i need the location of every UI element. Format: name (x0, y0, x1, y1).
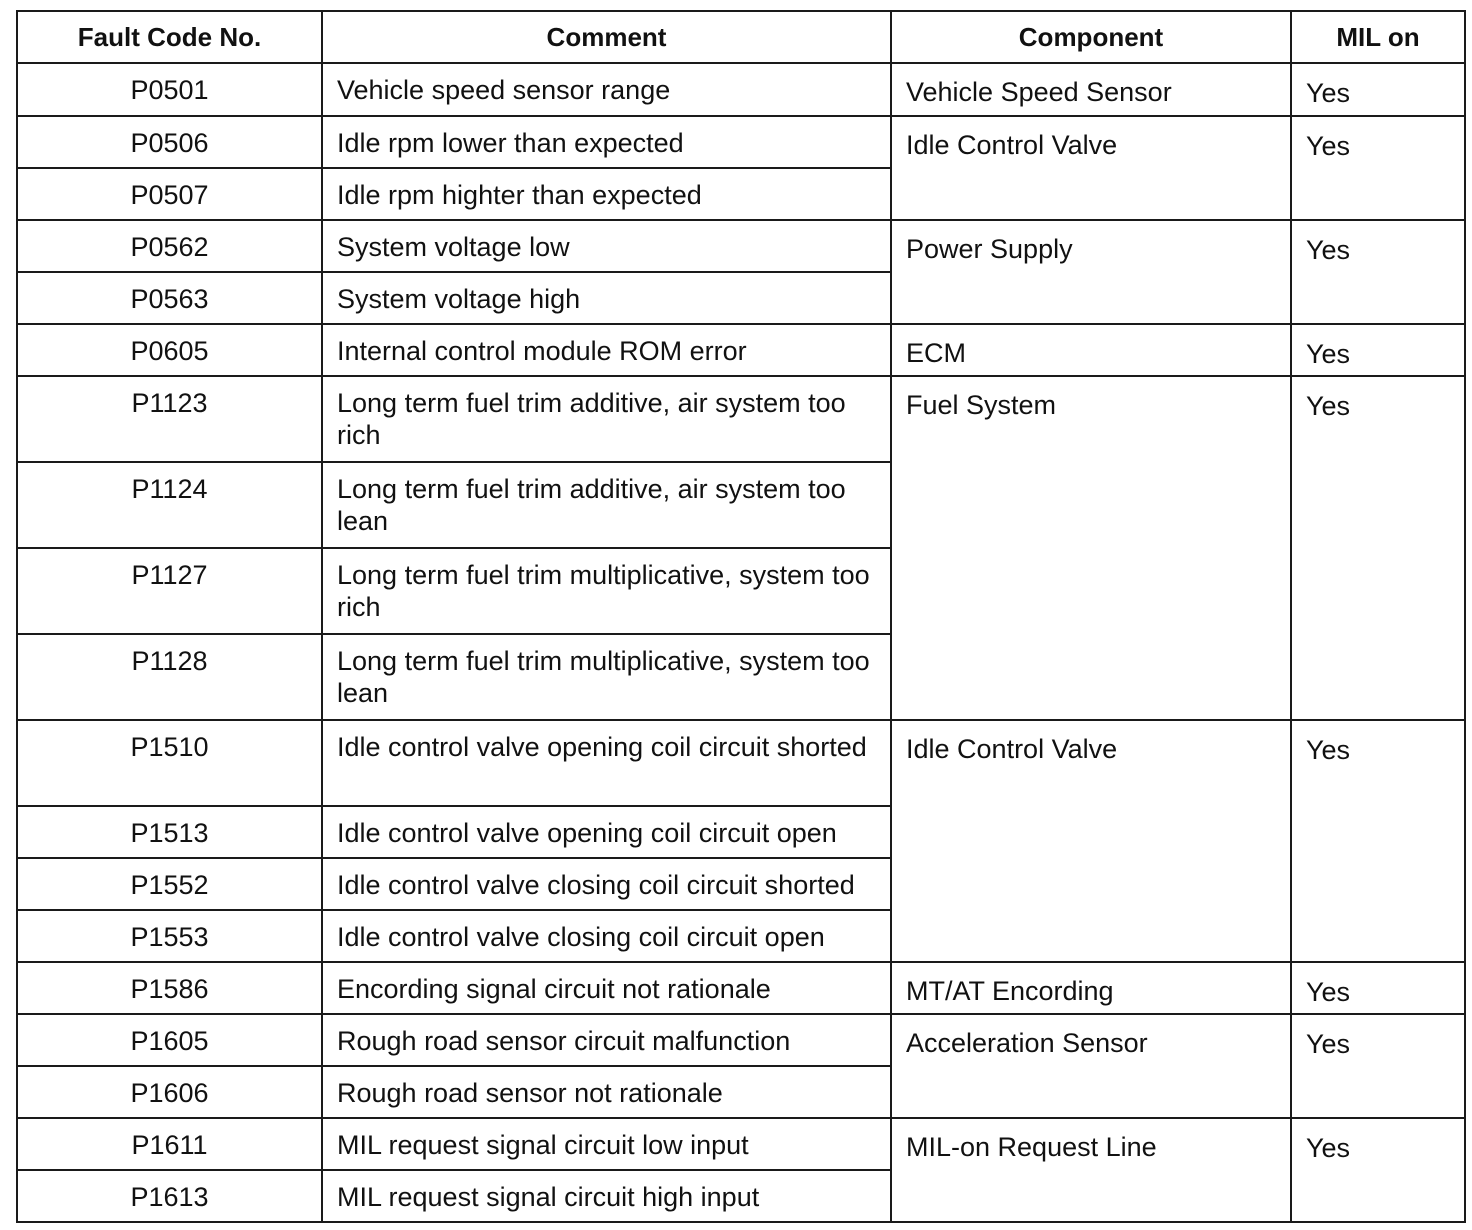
mil-on: Yes (1291, 116, 1465, 220)
fault-code: P0501 (17, 63, 322, 116)
table-row (17, 324, 1465, 376)
component: Idle Control Valve (891, 116, 1291, 220)
fault-code: P1124 (17, 462, 322, 548)
header-comment: Comment (322, 11, 891, 63)
component: MT/AT Encording (891, 962, 1291, 1014)
table-row (17, 720, 1465, 806)
comment: Encording signal circuit not rationale (322, 962, 891, 1014)
comment: Idle control valve opening coil circuit shorted (322, 720, 891, 806)
component: ECM (891, 324, 1291, 376)
component: Fuel System (891, 376, 1291, 720)
component: Acceleration Sensor (891, 1014, 1291, 1118)
comment: Long term fuel trim multiplicative, system too lean (322, 634, 891, 720)
mil-on: Yes (1291, 1118, 1465, 1222)
comment: Internal control module ROM error (322, 324, 891, 376)
comment: System voltage high (322, 272, 891, 324)
table-row (17, 1014, 1465, 1066)
comment: MIL request signal circuit high input (322, 1170, 891, 1222)
comment: MIL request signal circuit low input (322, 1118, 891, 1170)
fault-code-table (16, 10, 1466, 1223)
fault-code: P1553 (17, 910, 322, 962)
header-mil-on: MIL on (1291, 11, 1465, 63)
comment: Long term fuel trim additive, air system too rich (322, 376, 891, 462)
comment: System voltage low (322, 220, 891, 272)
header-row (17, 11, 1465, 63)
table-row (17, 63, 1465, 116)
fault-code: P1611 (17, 1118, 322, 1170)
table-row (17, 376, 1465, 462)
component: Idle Control Valve (891, 720, 1291, 962)
component: Vehicle Speed Sensor (891, 63, 1291, 116)
header-fault-code: Fault Code No. (17, 11, 322, 63)
comment: Idle control valve closing coil circuit shorted (322, 858, 891, 910)
mil-on: Yes (1291, 962, 1465, 1014)
fault-code: P1510 (17, 720, 322, 806)
fault-code: P1123 (17, 376, 322, 462)
mil-on: Yes (1291, 1014, 1465, 1118)
table-row (17, 962, 1465, 1014)
fault-code: P1606 (17, 1066, 322, 1118)
mil-on: Yes (1291, 324, 1465, 376)
fault-code: P1513 (17, 806, 322, 858)
component: MIL-on Request Line (891, 1118, 1291, 1222)
comment: Rough road sensor not rationale (322, 1066, 891, 1118)
comment: Vehicle speed sensor range (322, 63, 891, 116)
fault-code: P0506 (17, 116, 322, 168)
comment: Long term fuel trim additive, air system too lean (322, 462, 891, 548)
table-row (17, 1118, 1465, 1170)
comment: Idle rpm lower than expected (322, 116, 891, 168)
header-component: Component (891, 11, 1291, 63)
comment: Idle rpm highter than expected (322, 168, 891, 220)
table-row (17, 116, 1465, 168)
mil-on: Yes (1291, 220, 1465, 324)
fault-code: P0507 (17, 168, 322, 220)
comment: Idle control valve opening coil circuit open (322, 806, 891, 858)
fault-code: P0563 (17, 272, 322, 324)
fault-code: P1586 (17, 962, 322, 1014)
fault-code: P1127 (17, 548, 322, 634)
fault-code: P0605 (17, 324, 322, 376)
fault-code: P1128 (17, 634, 322, 720)
component: Power Supply (891, 220, 1291, 324)
fault-code: P0562 (17, 220, 322, 272)
table-row (17, 220, 1465, 272)
mil-on: Yes (1291, 376, 1465, 720)
mil-on: Yes (1291, 720, 1465, 962)
comment: Long term fuel trim multiplicative, system too rich (322, 548, 891, 634)
comment: Rough road sensor circuit malfunction (322, 1014, 891, 1066)
fault-code: P1613 (17, 1170, 322, 1222)
fault-code: P1605 (17, 1014, 322, 1066)
fault-code: P1552 (17, 858, 322, 910)
comment: Idle control valve closing coil circuit open (322, 910, 891, 962)
mil-on: Yes (1291, 63, 1465, 116)
